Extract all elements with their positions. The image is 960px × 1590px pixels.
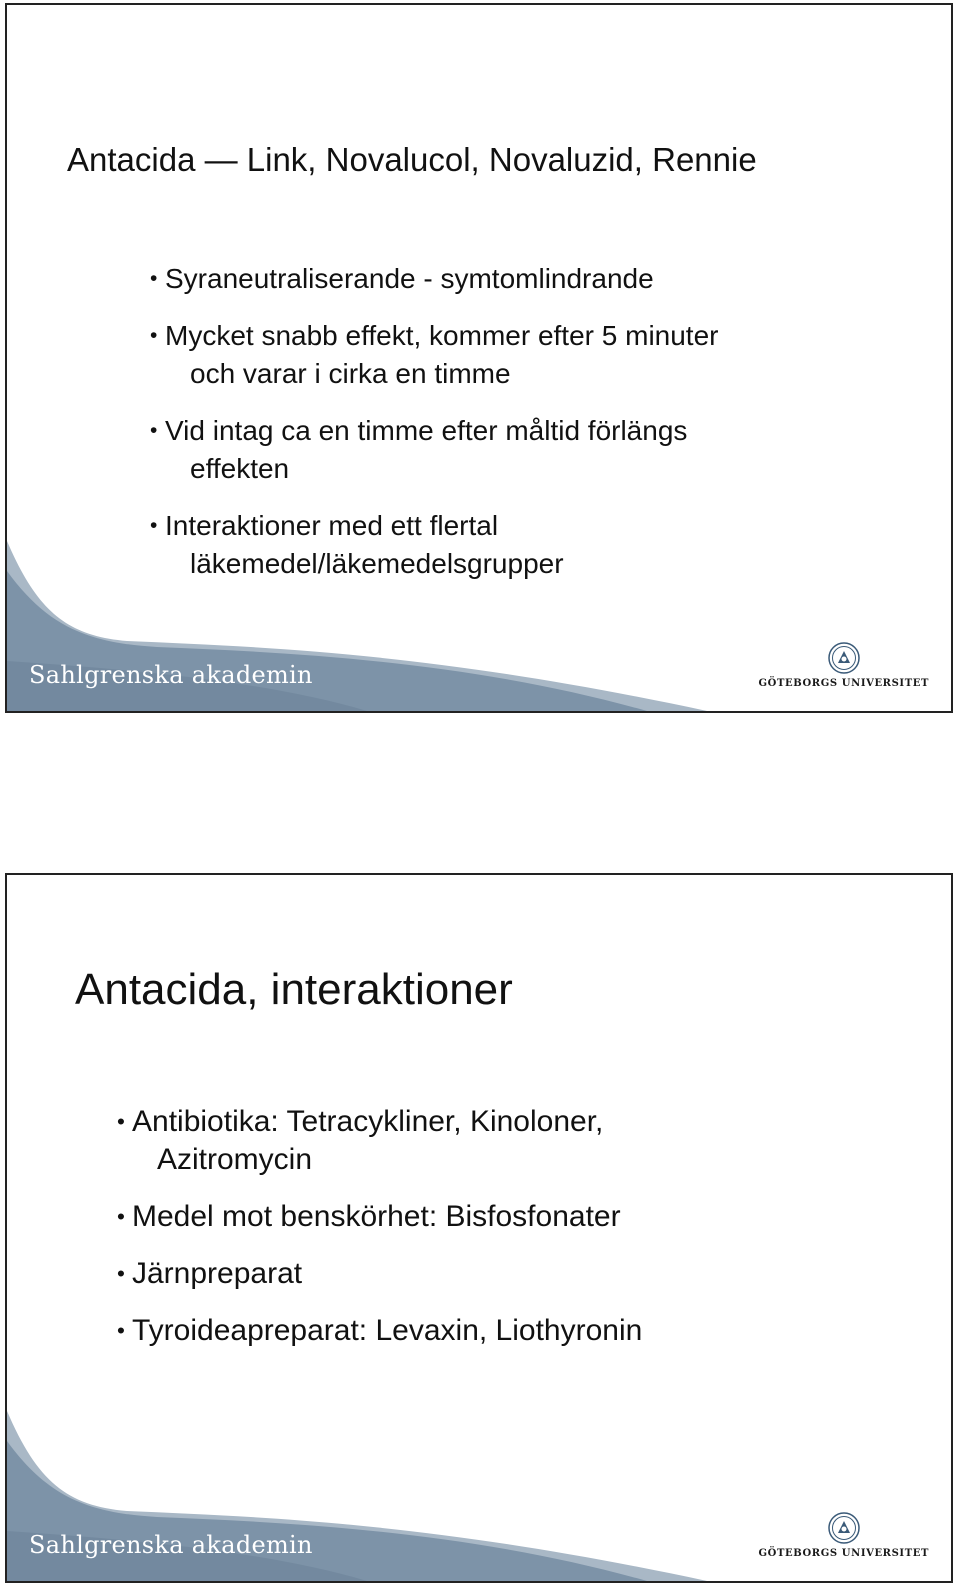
bullet-text: Syraneutraliserande - symtomlindrande: [165, 263, 654, 294]
bullet-dot: •: [150, 324, 158, 347]
slide-1: [5, 3, 953, 713]
bullet-text: Interaktioner med ett flertal: [165, 510, 499, 541]
bullet-dot: •: [150, 267, 158, 290]
bullet-dot: •: [117, 1318, 125, 1343]
university-name: GÖTEBORGS UNIVERSITET: [758, 678, 929, 689]
bullet-text-continued: läkemedel/läkemedelsgrupper: [190, 548, 564, 579]
list-item: [117, 1312, 917, 1350]
university-logo: [759, 642, 929, 689]
brand-wordmark: Sahlgrenska akademin: [29, 661, 313, 689]
university-name: GÖTEBORGS UNIVERSITET: [758, 1548, 929, 1559]
list-item: [117, 1255, 917, 1293]
bullet-text: Mycket snabb effekt, kommer efter 5 minuter: [165, 320, 719, 351]
slide-title: Antacida — Link, Novalucol, Novaluzid, Rennie: [67, 141, 757, 178]
bullet-text: Tyroideapreparat: Levaxin, Liothyronin: [132, 1314, 643, 1347]
bullet-text-continued: Azitromycin: [157, 1143, 313, 1176]
list-item: [117, 1198, 917, 1236]
list-item: [150, 412, 910, 488]
slide-2: [5, 873, 953, 1583]
bullet-text: Järnpreparat: [132, 1257, 303, 1290]
list-item: [117, 1103, 917, 1179]
bullet-text: Vid intag ca en timme efter måltid förlängs: [165, 415, 688, 446]
bullet-text: Medel mot benskörhet: Bisfosfonater: [132, 1200, 621, 1233]
slide-title: Antacida, interaktioner: [75, 965, 513, 1014]
bullet-dot: •: [150, 514, 158, 537]
bullet-dot: •: [117, 1109, 125, 1134]
university-logo: [759, 1512, 929, 1559]
bullet-dot: •: [150, 419, 158, 442]
bullet-dot: •: [117, 1261, 125, 1286]
bullet-text-continued: och varar i cirka en timme: [190, 358, 511, 389]
university-seal-icon: [828, 1512, 860, 1544]
bullet-text-continued: effekten: [190, 453, 290, 484]
list-item: [150, 260, 910, 298]
bullet-text: Antibiotika: Tetracykliner, Kinoloner,: [132, 1105, 604, 1138]
university-seal-icon: [828, 642, 860, 674]
bullet-dot: •: [117, 1204, 125, 1229]
brand-wordmark: Sahlgrenska akademin: [29, 1531, 313, 1559]
list-item: [150, 317, 910, 393]
bullet-list: [117, 1103, 917, 1369]
